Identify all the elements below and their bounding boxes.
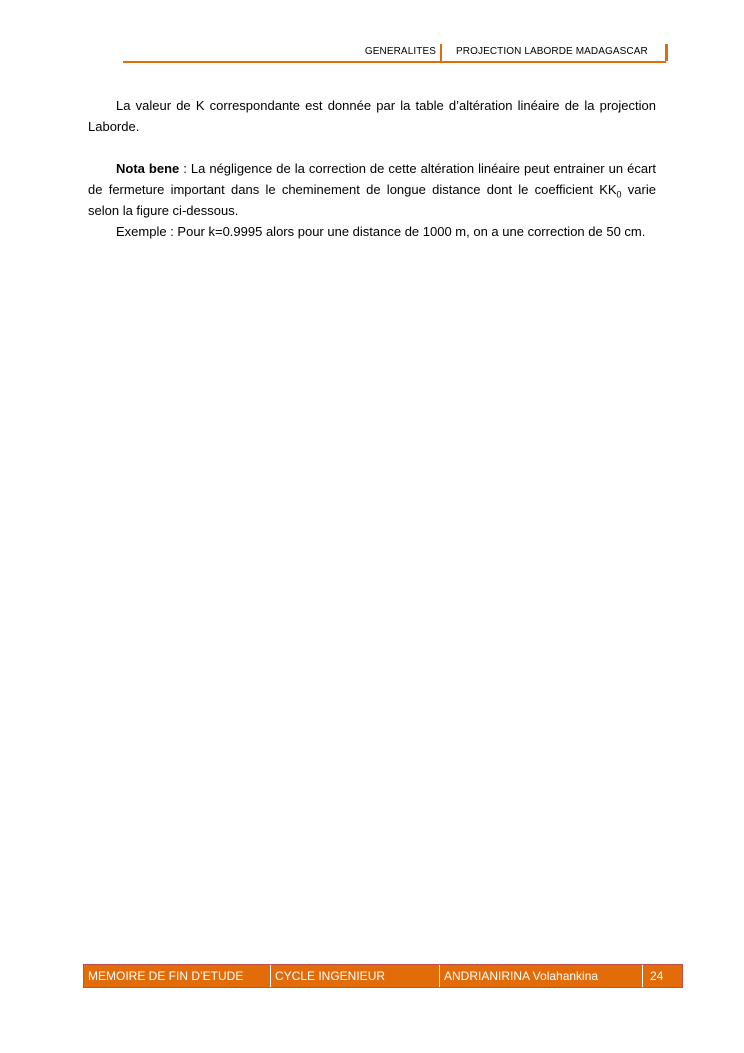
footer-page-number: 24: [642, 965, 682, 987]
footer-memoire-label: MEMOIRE DE FIN D’ETUDE: [88, 969, 244, 983]
paragraph-example: Exemple : Pour k=0.9995 alors pour une distance de 1000 m, on a une correction de 50 cm.: [116, 224, 646, 239]
header-document-title: PROJECTION LABORDE MADAGASCAR: [456, 46, 648, 57]
header-end-bar: [665, 44, 668, 61]
nota-bene-label: Nota bene: [116, 161, 180, 176]
page-footer: [83, 964, 683, 988]
nota-bene-text-end: varie selon la figure ci-dessous.: [88, 182, 656, 218]
page-header: [123, 44, 666, 63]
nota-bene-text: : La négligence de la correction de cette altération linéaire peut entrainer un écart de fermeture important dans le cheminement de longue distance dont le coefficient KK: [88, 161, 657, 197]
paragraph-k-value: La valeur de K correspondante est donnée par la table d’altération linéaire de la projection Laborde.: [88, 98, 656, 134]
document-body: [88, 95, 656, 242]
header-section-label: GENERALITES: [364, 46, 436, 57]
header-divider: [440, 44, 442, 61]
footer-cycle-label: CYCLE INGENIEUR: [270, 965, 439, 987]
paragraph-nota-bene: [88, 158, 656, 221]
nota-bene-subscript: 0: [616, 189, 622, 200]
footer-author-name: ANDRIANIRINA Volahankina: [439, 965, 642, 987]
